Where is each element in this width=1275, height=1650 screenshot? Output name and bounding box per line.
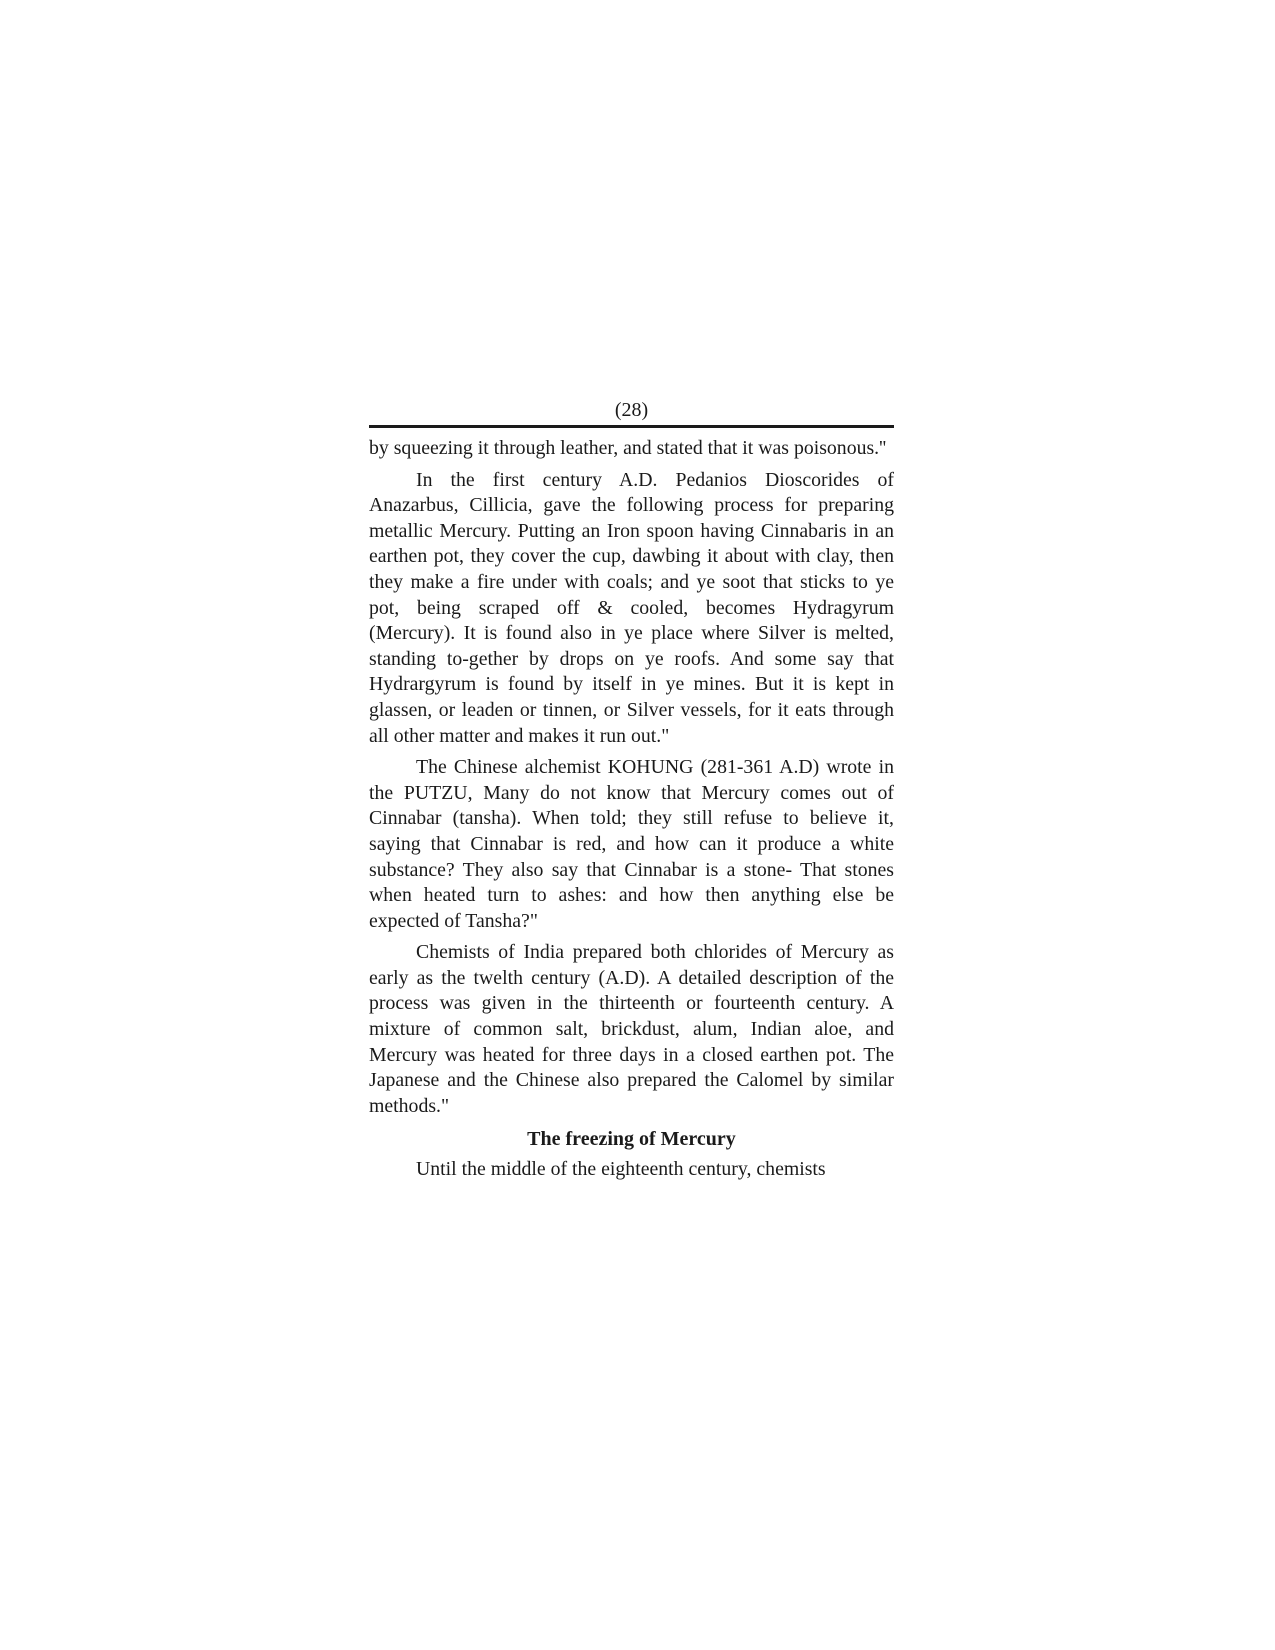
paragraph-chemists-india: Chemists of India prepared both chlorides of Mercury as early as the twelth century (A.D). A detailed description of the process was given in the thirteenth or fourteenth century. A mixture of common salt, brickdust, alum, Indian aloe, and Mercury was heated for three days in a closed earthen pot. The Japanese and the Chinese also prepared the Calomel by similar methods." bbox=[369, 941, 894, 1117]
header-rule bbox=[369, 425, 894, 428]
paragraph-freezing-intro: Until the middle of the eighteenth century, chemists bbox=[416, 1158, 826, 1181]
paragraph-kohung: The Chinese alchemist KOHUNG (281-361 A.D) wrote in the PUTZU, Many do not know that Mercury comes out of Cinnabar (tansha). When told; they still refuse to believe it, saying that Cinnabar is red, and how can it produce a white substance? They also say that Cinnabar is a stone- That stones when heated turn to ashes: and how then anything else be expected of Tansha?" bbox=[369, 756, 894, 932]
page-content bbox=[369, 398, 894, 1183]
page-number: (28) bbox=[614, 399, 649, 421]
section-heading: The freezing of Mercury bbox=[527, 1128, 736, 1151]
paragraph-dioscorides: In the first century A.D. Pedanios Dioscorides of Anazarbus, Cillicia, gave the following process for preparing metallic Mercury. Putting an Iron spoon having Cinnabaris in an earthen pot, they cover the cup, dawbing it about with clay, then they make a fire under with coals; and ye soot that sticks to ye pot, being scraped off & cooled, becomes Hydragyrum (Mercury). It is found also in ye place where Silver is melted, standing to-gether by drops on ye roofs. And some say that Hydrargyrum is found by itself in ye mines. But it is kept in glassen, or leaden or tinnen, or Silver vessels, for it eats through all other matter and makes it run out." bbox=[369, 468, 894, 747]
paragraph-continuation: by squeezing it through leather, and stated that it was poisonous.'' bbox=[369, 437, 887, 459]
